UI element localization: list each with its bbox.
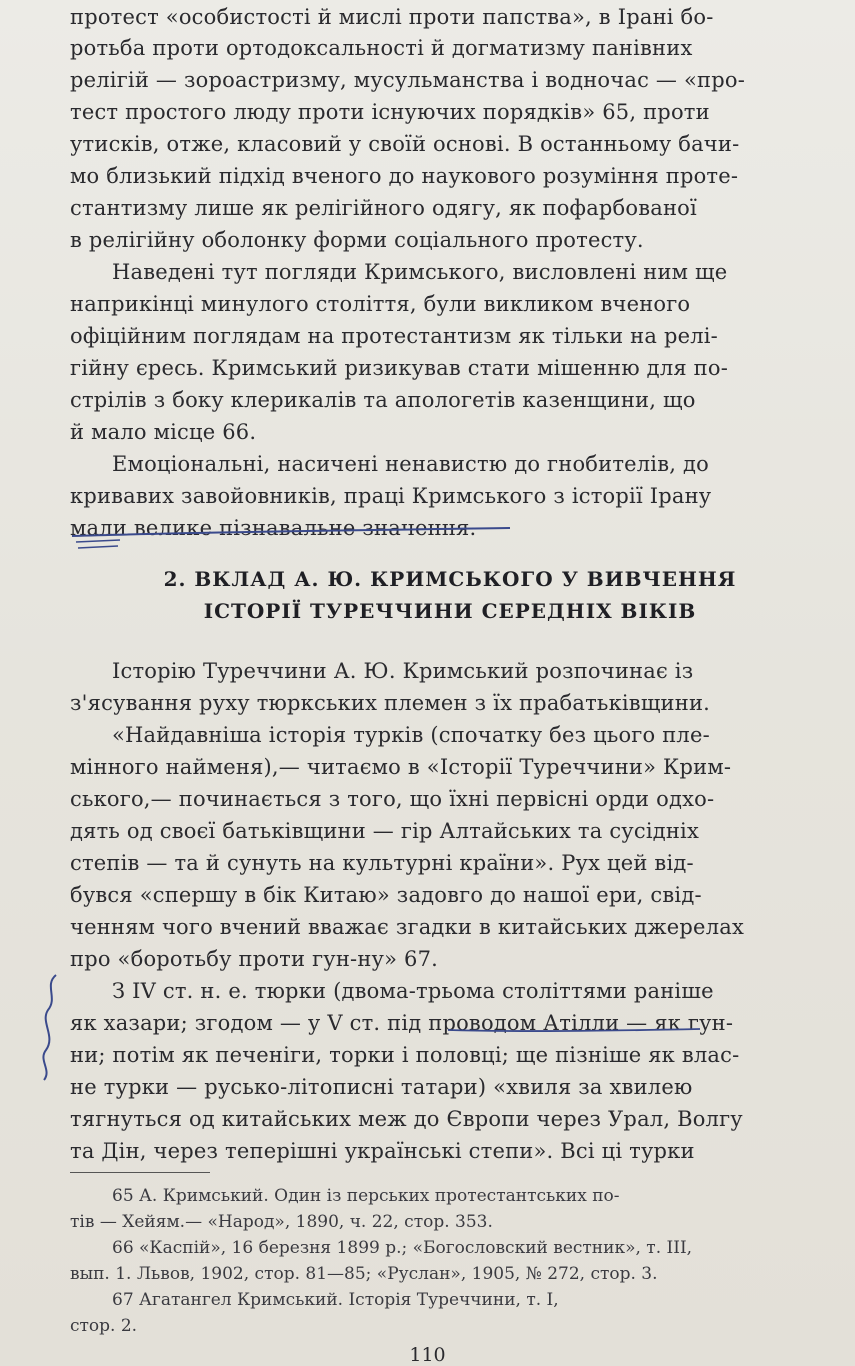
text-line: релігій — зороастризму, мусульманства і водночас — «про- bbox=[70, 68, 746, 92]
paragraph-start: Історію Туреччини А. Ю. Кримський розпочинає із bbox=[112, 659, 694, 683]
text-line: ського,— починається з того, що їхні первісні орди одхо- bbox=[70, 787, 715, 811]
footnote-line: тів — Хейям.— «Народ», 1890, ч. 22, стор. 353. bbox=[70, 1212, 493, 1232]
text-line: тягнуться од китайських меж до Європи через Урал, Волгу bbox=[70, 1107, 743, 1131]
text-line: степів — та й сунуть на культурні країни». Рух цей від- bbox=[70, 851, 694, 875]
text-line: дять од своєї батьківщини — гір Алтайських та сусідніх bbox=[70, 819, 700, 843]
text-line: мінного найменя),— читаємо в «Історії Туреччини» Крим- bbox=[70, 755, 732, 779]
text-line: ченням чого вчений вважає згадки в китайських джерелах bbox=[70, 915, 744, 939]
text-line: як хазари; згодом — у V ст. під проводом Атілли — як гун- bbox=[70, 1011, 734, 1035]
text-line: мали велике пізнавальне значення. bbox=[70, 516, 477, 540]
text-line: тест простого люду проти існуючих порядків» 65, проти bbox=[70, 100, 710, 124]
text-line: кривавих завойовників, праці Кримського з історії Ірану bbox=[70, 484, 712, 508]
text-line: стантизму лише як релігійного одягу, як пофарбованої bbox=[70, 196, 697, 220]
text-line: гійну єресь. Кримський ризикував стати мішенню для по- bbox=[70, 356, 729, 380]
page-number: 110 bbox=[409, 1344, 446, 1366]
pen-stroke-mark bbox=[76, 540, 120, 548]
footnote-67: 67 Агатангел Кримський. Історія Туреччини, т. I, bbox=[112, 1290, 559, 1310]
footnote-66: 66 «Каспій», 16 березня 1899 р.; «Богословский вестник», т. III, bbox=[112, 1238, 693, 1258]
paragraph-start: «Найдавніша історія турків (спочатку без цього пле- bbox=[112, 723, 710, 747]
text-line: не турки — русько-літописні татари) «хвиля за хвилею bbox=[70, 1075, 693, 1099]
text-line: стрілів з боку клерикалів та апологетів казенщини, що bbox=[70, 388, 696, 412]
text-line: утисків, отже, класовий у своїй основі. В останньому бачи- bbox=[70, 132, 740, 156]
text-line: й мало місце 66. bbox=[70, 420, 257, 444]
footnote-line: стор. 2. bbox=[70, 1316, 138, 1336]
text-line: та Дін, через теперішні українські степи». Всі ці турки bbox=[70, 1139, 695, 1163]
heading-line-2: ІСТОРІЇ ТУРЕЧЧИНИ СЕРЕДНІХ ВІКІВ bbox=[203, 599, 697, 623]
text-line: про «боротьбу проти гун-ну» 67. bbox=[70, 947, 438, 971]
paragraph-start: Емоціональні, насичені ненавистю до гнобителів, до bbox=[112, 452, 709, 476]
text-line: наприкінці минулого століття, були викликом вченого bbox=[70, 292, 691, 316]
pen-margin-brace bbox=[43, 975, 56, 1080]
heading-line-1: 2. ВКЛАД А. Ю. КРИМСЬКОГО У ВИВЧЕННЯ bbox=[163, 567, 737, 591]
paragraph-start: З IV ст. н. е. тюрки (двома-трьома століттями раніше bbox=[112, 979, 714, 1003]
text-line: в релігійну оболонку форми соціального протесту. bbox=[70, 228, 644, 252]
text-line: мо близький підхід вченого до наукового розуміння проте- bbox=[70, 164, 739, 188]
text-line: з'ясування руху тюркських племен з їх прабатьківщини. bbox=[70, 691, 711, 715]
text-line: бувся «спершу в бік Китаю» задовго до нашої ери, свід- bbox=[70, 883, 702, 907]
footnote-65: 65 А. Кримський. Один із перських протестантських по- bbox=[112, 1186, 620, 1206]
text-line: ни; потім як печеніги, торки і половці; ще пізніше як влас- bbox=[70, 1043, 740, 1067]
pen-underline bbox=[72, 528, 510, 536]
text-line: протест «особистості й мислі проти папства», в Ірані бо- bbox=[70, 5, 714, 29]
pen-underline bbox=[448, 1029, 700, 1031]
paragraph-start: Наведені тут погляди Кримського, висловлені ним ще bbox=[112, 260, 728, 284]
footnote-line: вып. 1. Львов, 1902, стор. 81—85; «Руслан», 1905, № 272, стор. 3. bbox=[70, 1264, 658, 1284]
text-line: офіційним поглядам на протестантизм як тільки на релі- bbox=[70, 324, 718, 348]
text-line: ротьба проти ортодоксальності й догматизму панівних bbox=[70, 36, 693, 60]
